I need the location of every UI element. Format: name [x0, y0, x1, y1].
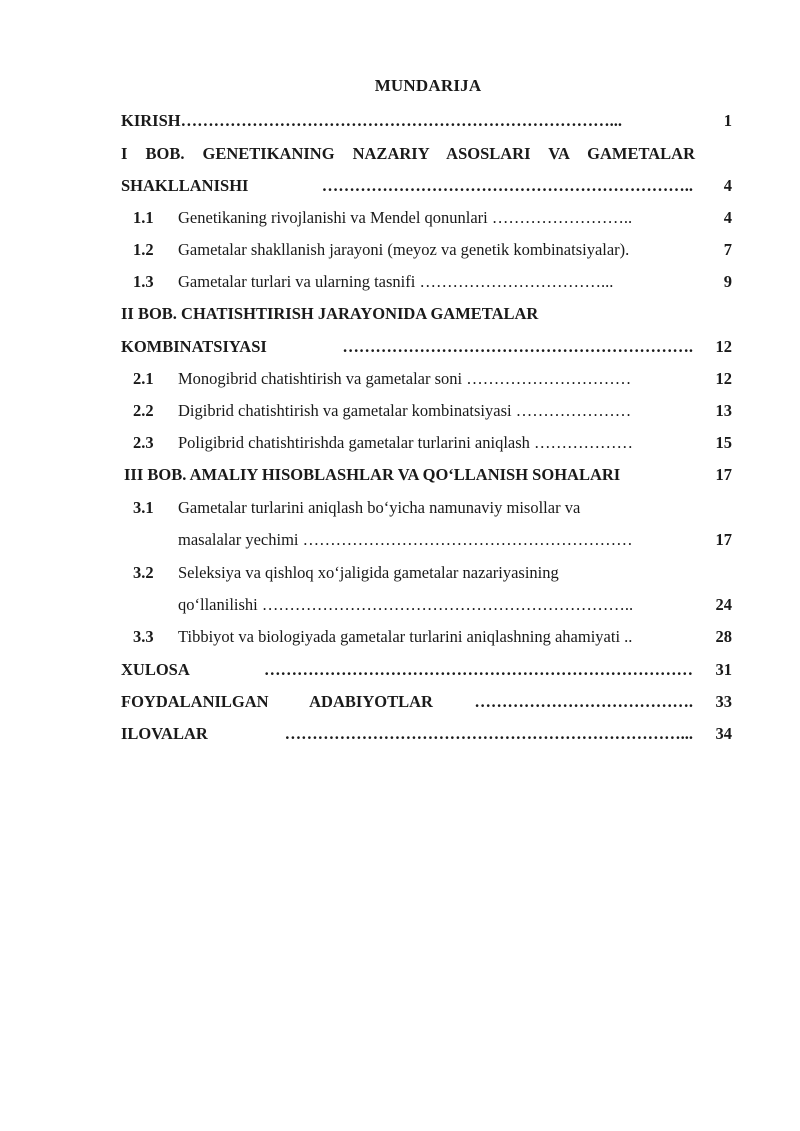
page-title: MUNDARIJA: [374, 76, 482, 95]
section-number: 2.2: [133, 401, 154, 420]
section-number: 3.1: [133, 498, 154, 517]
toc-page-number: 4: [723, 176, 732, 195]
toc-entry-section-line1: Gametalar turlarini aniqlash bo‘yicha namunaviy misollar va: [178, 498, 581, 517]
toc-entry-section[interactable]: Gametalar turlari va ularning tasnifi ……………………………...: [178, 272, 614, 291]
toc-page-number: 24: [715, 595, 732, 614]
toc-page-number: 7: [723, 240, 732, 259]
toc-entry-section[interactable]: qo‘llanilishi …………………………………………………………..: [178, 595, 634, 614]
toc-entry-section[interactable]: Gametalar shakllanish jarayoni (meyoz va genetik kombinatsiyalar).: [178, 240, 630, 259]
section-number: 1.2: [133, 240, 154, 259]
toc-chapter-heading: II BOB. CHATISHTIRISH JARAYONIDA GAMETALAR: [121, 304, 539, 323]
section-number: 3.2: [133, 563, 154, 582]
toc-page-number: 31: [715, 660, 732, 679]
section-number: 3.3: [133, 627, 154, 646]
toc-entry-section[interactable]: Digibrid chatishtirish va gametalar kombinatsiyasi …………………: [178, 401, 632, 420]
toc-entry-chapter-3[interactable]: III BOB. AMALIY HISOBLASHLAR VA QO‘LLANISH SOHALARI: [124, 465, 621, 484]
toc-page-number: 4: [723, 208, 732, 227]
toc-entry-xulosa[interactable]: XULOSA ……………………………………………………………………: [121, 660, 693, 679]
toc-entry-kirish[interactable]: KIRISH……………………………………………………………………...: [121, 111, 622, 130]
toc-page-number: 28: [715, 627, 732, 646]
toc-page-number: 33: [715, 692, 732, 711]
toc-chapter-heading: I BOB. GENETIKANING NAZARIY ASOSLARI VA GAMETALAR: [121, 144, 695, 163]
toc-page-number: 34: [715, 724, 732, 743]
toc-entry-section[interactable]: Poligibrid chatishtirishda gametalar turlarini aniqlash ………………: [178, 433, 634, 452]
toc-page-number: 15: [715, 433, 732, 452]
toc-entry-section[interactable]: Monogibrid chatishtirish va gametalar soni …………………………: [178, 369, 632, 388]
section-number: 2.1: [133, 369, 154, 388]
toc-entry-chapter-2[interactable]: KOMBINATSIYASI ……………………………………………………….: [121, 337, 693, 356]
toc-page-number: 17: [715, 465, 732, 484]
toc-page-number: 9: [723, 272, 732, 291]
toc-entry-section[interactable]: Genetikaning rivojlanishi va Mendel qonunlari ……………………..: [178, 208, 633, 227]
toc-entry-chapter-1[interactable]: SHAKLLANISHI …………………………………………………………..: [121, 176, 693, 195]
section-number: 2.3: [133, 433, 154, 452]
section-number: 1.1: [133, 208, 154, 227]
toc-entry-section[interactable]: masalalar yechimi ……………………………………………………: [178, 530, 633, 549]
toc-entry-adabiyotlar[interactable]: FOYDALANILGAN ADABIYOTLAR ………………………………….: [121, 692, 693, 711]
toc-page-number: 12: [715, 369, 732, 388]
section-number: 1.3: [133, 272, 154, 291]
toc-page-number: 17: [715, 530, 732, 549]
toc-entry-ilovalar[interactable]: ILOVALAR ………………………………………………………………...: [121, 724, 693, 743]
toc-entry-section[interactable]: Tibbiyot va biologiyada gametalar turlarini aniqlashning ahamiyati ..: [178, 627, 633, 646]
toc-page-number: 12: [715, 337, 732, 356]
toc-page-number: 1: [723, 111, 732, 130]
toc-entry-section-line1: Seleksiya va qishloq xo‘jaligida gametalar nazariyasining: [178, 563, 559, 582]
toc-page-number: 13: [715, 401, 732, 420]
